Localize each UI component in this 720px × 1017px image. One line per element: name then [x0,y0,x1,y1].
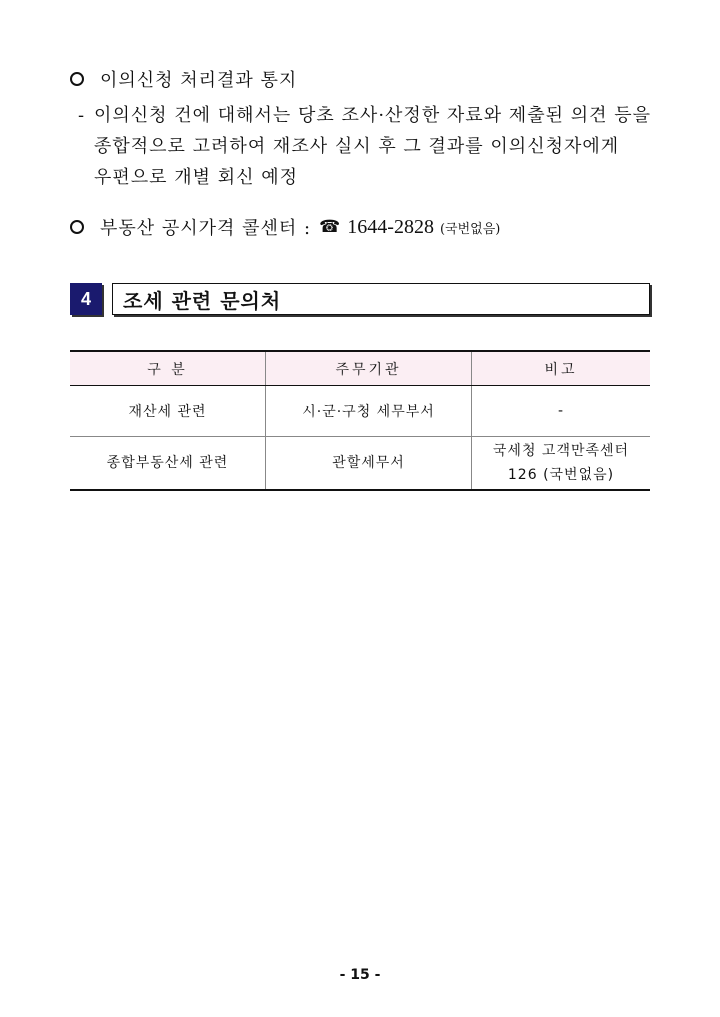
notice-body-line-3: 우편으로 개별 회신 예정 [94,167,299,188]
table-row [70,437,650,491]
table-cell-note-line-2: 126 (국번없음) [507,467,615,483]
circle-bullet-icon [70,220,84,234]
section-header [70,283,650,315]
circle-bullet-icon [70,72,84,86]
table-cell-agency: 관할세무서 [266,437,472,491]
table-header-agency: 주무기관 [266,351,472,386]
table-header-category: 구 분 [70,351,266,386]
telephone-icon: ☎ [319,217,342,237]
table-header-note: 비고 [472,351,651,386]
notice-body-line-2: 종합적으로 고려하여 재조사 실시 후 그 결과를 이의신청자에게 [94,136,620,157]
table-cell-note [472,437,651,491]
dash-bullet: - [78,105,86,126]
table-cell-note: - [472,386,651,437]
table-cell-category: 재산세 관련 [70,386,266,437]
notice-body [78,100,658,193]
call-center-label: 부동산 공시가격 콜센터 : [100,218,312,239]
call-center-row [70,214,500,240]
table-row [70,386,650,437]
table-cell-category: 종합부동산세 관련 [70,437,266,491]
call-center-note: (국번없음) [439,221,501,237]
page-number: - 15 - [339,967,381,983]
notice-heading: 이의신청 처리결과 통지 [100,70,298,91]
table-cell-note-line-1: 국세청 고객만족센터 [492,443,630,459]
section-title: 조세 관련 문의처 [112,283,650,315]
section-number: 4 [70,283,102,315]
notice-heading-row [70,66,297,92]
table-header-row [70,351,650,386]
table-cell-agency: 시·군·구청 세무부서 [266,386,472,437]
tax-contacts-table [70,350,650,491]
notice-body-line-1: 이의신청 건에 대해서는 당초 조사·산정한 자료와 제출된 의견 등을 [94,105,651,126]
call-center-number: 1644-2828 [347,215,434,238]
